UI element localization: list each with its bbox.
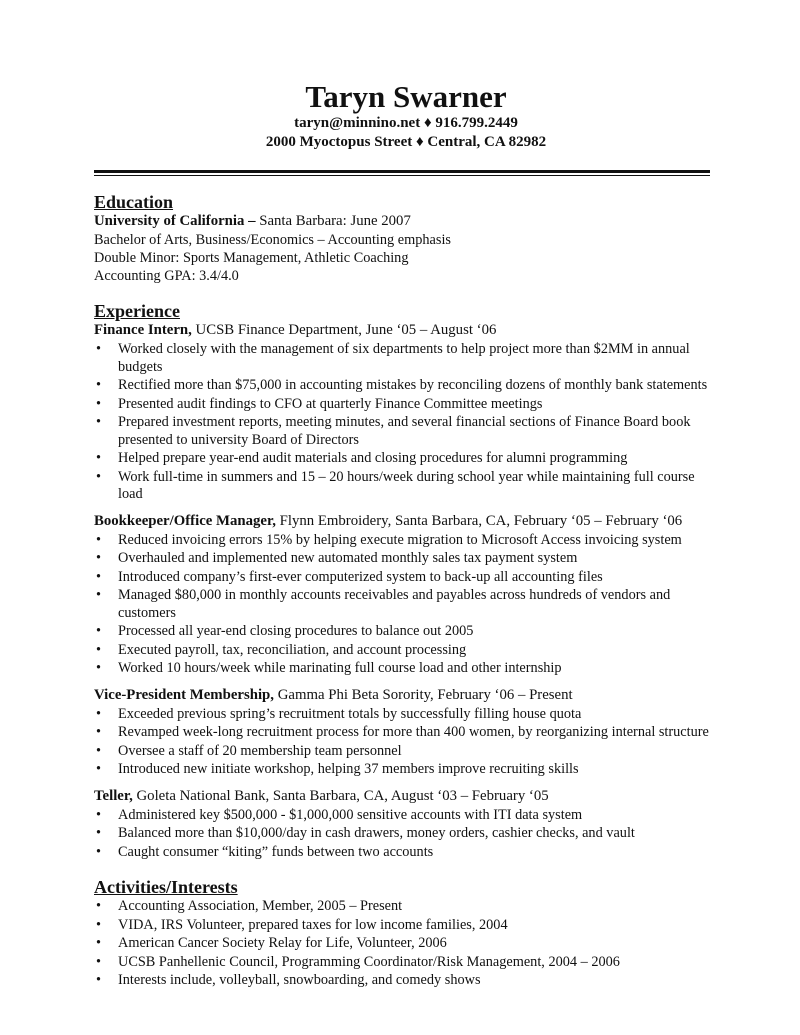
- job-header: [94, 787, 710, 806]
- school-name: University of California –: [94, 213, 256, 229]
- bullet-text: Caught consumer “kiting” funds between two accounts: [118, 843, 434, 860]
- bullet-icon: •: [96, 450, 102, 466]
- bullet-icon: •: [96, 468, 102, 485]
- list-item: [94, 807, 710, 825]
- bullet-icon: •: [96, 761, 102, 777]
- contact-address: 2000 Myoctopus Street ♦ Central, CA 82982: [265, 134, 547, 150]
- bullet-icon: •: [96, 623, 102, 639]
- job-title: Finance Intern,: [94, 322, 192, 338]
- bullet-text: Exceeded previous spring’s recruitment totals by successfully filling house quota: [118, 705, 582, 722]
- bullet-text: Introduced company’s first-ever computerized system to back-up all accounting files: [118, 568, 603, 585]
- list-item: [94, 450, 710, 468]
- bullet-text: Presented audit findings to CFO at quarterly Finance Committee meetings: [118, 395, 543, 412]
- bullet-text: Balanced more than $10,000/day in cash drawers, money orders, cashier checks, and vault: [118, 825, 635, 841]
- bullet-icon: •: [96, 641, 102, 658]
- bullet-icon: •: [96, 341, 102, 357]
- job-detail: Gamma Phi Beta Sorority, February ‘06 – Present: [274, 686, 573, 703]
- candidate-name: Taryn Swarner: [305, 79, 507, 114]
- resume-page: [94, 80, 710, 991]
- education-gpa: Accounting GPA: 3.4/4.0: [94, 268, 239, 284]
- list-item: [94, 532, 710, 550]
- list-item: [94, 642, 710, 660]
- bullet-text: Helped prepare year-end audit materials and closing procedures for alumni programming: [118, 450, 628, 466]
- list-item: [94, 898, 710, 916]
- bullet-text: Work full-time in summers and 15 – 20 hours/week during school year while maintaining full course load: [118, 468, 695, 502]
- bullet-text: Interests include, volleyball, snowboarding, and comedy shows: [118, 972, 481, 988]
- list-item: [94, 569, 710, 587]
- education-school: [94, 212, 710, 231]
- activities-list: [94, 898, 710, 990]
- job-entry: [94, 787, 710, 862]
- bullet-text: Worked 10 hours/week while marinating full course load and other internship: [118, 660, 562, 676]
- job-title: Bookkeeper/Office Manager,: [94, 512, 276, 529]
- list-item: [94, 743, 710, 761]
- header-divider: [94, 170, 710, 176]
- job-title: Teller,: [94, 787, 133, 804]
- list-item: [94, 587, 710, 622]
- bullet-icon: •: [96, 898, 102, 914]
- activities-section: [94, 877, 710, 990]
- bullet-text: Executed payroll, tax, reconciliation, and account processing: [118, 641, 467, 658]
- bullet-text: Prepared investment reports, meeting minutes, and several financial sections of Finance Board book presented to university Board of Directors: [118, 414, 691, 448]
- bullet-icon: •: [96, 377, 102, 393]
- bullet-text: Introduced new initiate workshop, helping 37 members improve recruiting skills: [118, 761, 579, 777]
- bullet-text: Worked closely with the management of six departments to help project more than $2MM in annual budgets: [118, 341, 690, 375]
- bullet-icon: •: [96, 660, 102, 676]
- list-item: [94, 706, 710, 724]
- list-item: [94, 825, 710, 843]
- bullet-text: Administered key $500,000 - $1,000,000 sensitive accounts with ITI data system: [118, 806, 583, 823]
- job-bullets: [94, 532, 710, 678]
- section-heading-education: Education: [94, 192, 174, 212]
- bullet-text: UCSB Panhellenic Council, Programming Coordinator/Risk Management, 2004 – 2006: [118, 953, 620, 970]
- bullet-icon: •: [96, 806, 102, 823]
- job-detail: Flynn Embroidery, Santa Barbara, CA, February ‘05 – February ‘06: [275, 512, 683, 529]
- bullet-text: VIDA, IRS Volunteer, prepared taxes for low income families, 2004: [118, 916, 508, 933]
- list-item: [94, 724, 710, 742]
- bullet-text: Accounting Association, Member, 2005 – Present: [118, 898, 403, 914]
- section-heading-activities: Activities/Interests: [94, 877, 238, 897]
- bullet-icon: •: [96, 531, 102, 548]
- list-item: [94, 917, 710, 935]
- bullet-icon: •: [96, 953, 102, 970]
- bullet-icon: •: [96, 568, 102, 585]
- job-header: [94, 512, 710, 531]
- bullet-icon: •: [96, 825, 102, 841]
- bullet-text: Rectified more than $75,000 in accounting mistakes by reconciling dozens of monthly bank statements: [118, 377, 708, 393]
- job-entry: [94, 512, 710, 678]
- job-header: [94, 686, 710, 705]
- list-item: [94, 660, 710, 678]
- job-bullets: [94, 807, 710, 862]
- bullet-icon: •: [96, 843, 102, 860]
- list-item: [94, 341, 710, 376]
- job-bullets: [94, 706, 710, 779]
- list-item: [94, 761, 710, 779]
- bullet-text: Oversee a staff of 20 membership team personnel: [118, 742, 402, 759]
- bullet-text: Overhauled and implemented new automated monthly sales tax payment system: [118, 550, 578, 566]
- list-item: [94, 414, 710, 449]
- bullet-icon: •: [96, 705, 102, 722]
- job-bullets: [94, 341, 710, 504]
- bullet-text: American Cancer Society Relay for Life, Volunteer, 2006: [118, 935, 447, 951]
- bullet-icon: •: [96, 587, 102, 603]
- list-item: [94, 623, 710, 641]
- bullet-icon: •: [96, 742, 102, 759]
- education-section: [94, 192, 710, 285]
- list-item: [94, 954, 710, 972]
- section-heading-experience: Experience: [94, 301, 180, 321]
- bullet-icon: •: [96, 724, 102, 740]
- bullet-text: Reduced invoicing errors 15% by helping execute migration to Microsoft Access invoicing system: [118, 531, 682, 548]
- bullet-icon: •: [96, 395, 102, 412]
- job-header: [94, 321, 710, 340]
- experience-section: [94, 301, 710, 861]
- school-detail: Santa Barbara: June 2007: [255, 213, 411, 229]
- job-entry: [94, 686, 710, 779]
- education-degree: Bachelor of Arts, Business/Economics – Accounting emphasis: [94, 232, 451, 248]
- list-item: [94, 972, 710, 990]
- list-item: [94, 550, 710, 568]
- bullet-text: Revamped week-long recruitment process for more than 400 women, by reorganizing internal structure: [118, 724, 709, 740]
- bullet-icon: •: [96, 550, 102, 566]
- bullet-icon: •: [96, 414, 102, 430]
- bullet-icon: •: [96, 916, 102, 933]
- job-list: [94, 321, 710, 861]
- job-title: Vice-President Membership,: [94, 686, 274, 703]
- bullet-icon: •: [96, 972, 102, 988]
- list-item: [94, 844, 710, 862]
- bullet-icon: •: [96, 935, 102, 951]
- list-item: [94, 377, 710, 395]
- list-item: [94, 469, 710, 504]
- list-item: [94, 935, 710, 953]
- bullet-text: Managed $80,000 in monthly accounts receivables and payables across hundreds of vendors and customers: [118, 587, 671, 621]
- job-detail: Goleta National Bank, Santa Barbara, CA, August ‘03 – February ‘05: [132, 787, 549, 804]
- job-detail: UCSB Finance Department, June ‘05 – August ‘06: [191, 322, 497, 338]
- list-item: [94, 396, 710, 414]
- contact-email-phone: taryn@minnino.net ♦ 916.799.2449: [294, 115, 518, 131]
- bullet-text: Processed all year-end closing procedures to balance out 2005: [118, 623, 474, 639]
- job-entry: [94, 321, 710, 504]
- education-minor: Double Minor: Sports Management, Athletic Coaching: [94, 250, 409, 266]
